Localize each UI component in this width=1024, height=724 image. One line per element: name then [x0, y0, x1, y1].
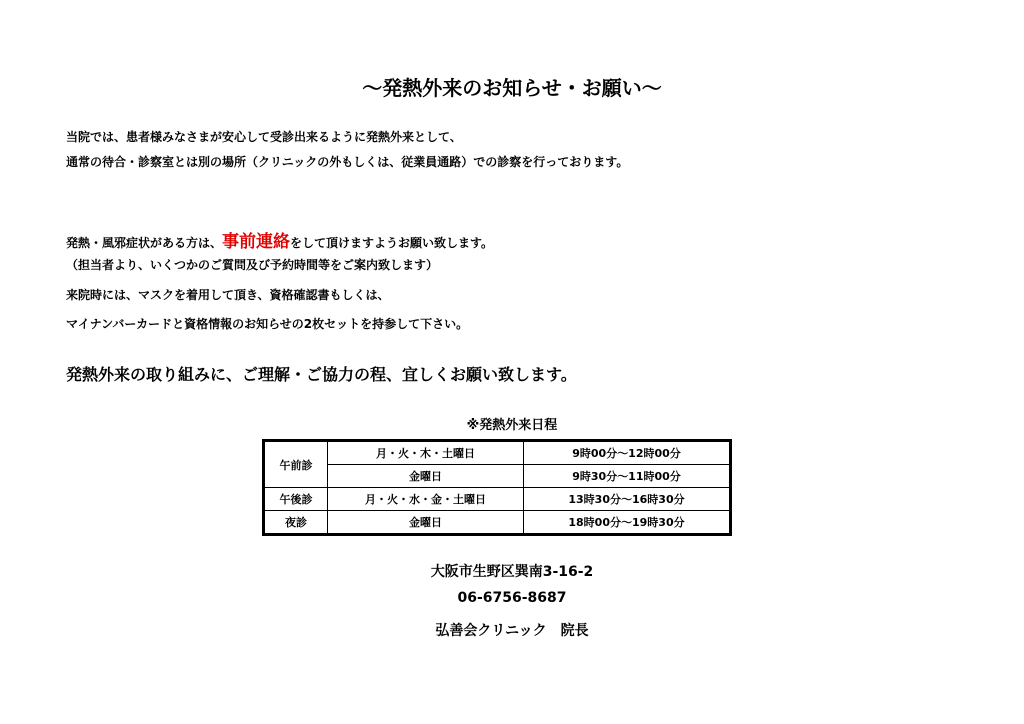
- notice-line-2: （担当者より、いくつかのご質問及び予約時間等をご案内致します）: [66, 258, 439, 272]
- notice-line-1-suffix: をして頂けますようお願い致します。: [290, 236, 494, 250]
- notice-line-1: [66, 227, 493, 252]
- schedule-table: [262, 439, 732, 536]
- schedule-title: ※発熱外来日程: [466, 418, 558, 433]
- clinic-address: 大阪市生野区巽南3-16-2: [430, 564, 594, 580]
- time-cell: 9時30分～11時00分: [524, 465, 731, 488]
- period-cell: 午前診: [264, 441, 328, 488]
- time-cell: 13時30分～16時30分: [524, 488, 731, 511]
- page-title: ～発熱外来のお知らせ・お願い～: [362, 76, 662, 100]
- table-row: [264, 488, 731, 511]
- notice-line-3: 来院時には、マスクを着用して頂き、資格確認書もしくは、: [66, 288, 390, 302]
- period-cell: 夜診: [264, 511, 328, 535]
- days-cell: 金曜日: [328, 465, 524, 488]
- time-cell: 18時00分～19時30分: [524, 511, 731, 535]
- days-cell: 月・火・木・土曜日: [328, 441, 524, 465]
- intro-line-2: 通常の待合・診察室とは別の場所（クリニックの外もしくは、従業員通路）での診察を行っております。: [66, 155, 629, 169]
- closing-message: 発熱外来の取り組みに、ご理解・ご協力の程、宜しくお願い致します。: [66, 365, 577, 384]
- clinic-phone: 06-6756-8687: [457, 590, 567, 606]
- days-cell: 金曜日: [328, 511, 524, 535]
- table-row: [264, 465, 731, 488]
- intro-line-1: 当院では、患者様みなさまが安心して受診出来るように発熱外来として、: [66, 130, 462, 144]
- notice-line-1-prefix: 発熱・風邪症状がある方は、: [66, 236, 223, 250]
- time-cell: 9時00分～12時00分: [524, 441, 731, 465]
- notice-line-4: マイナンバーカードと資格情報のお知らせの2枚セットを持参して下さい。: [66, 317, 469, 331]
- table-row: [264, 441, 731, 465]
- table-row: [264, 511, 731, 535]
- days-cell: 月・火・水・金・土曜日: [328, 488, 524, 511]
- advance-contact-highlight: 事前連絡: [222, 232, 291, 252]
- clinic-signature: 弘善会クリニック 院長: [435, 623, 589, 639]
- period-cell: 午後診: [264, 488, 328, 511]
